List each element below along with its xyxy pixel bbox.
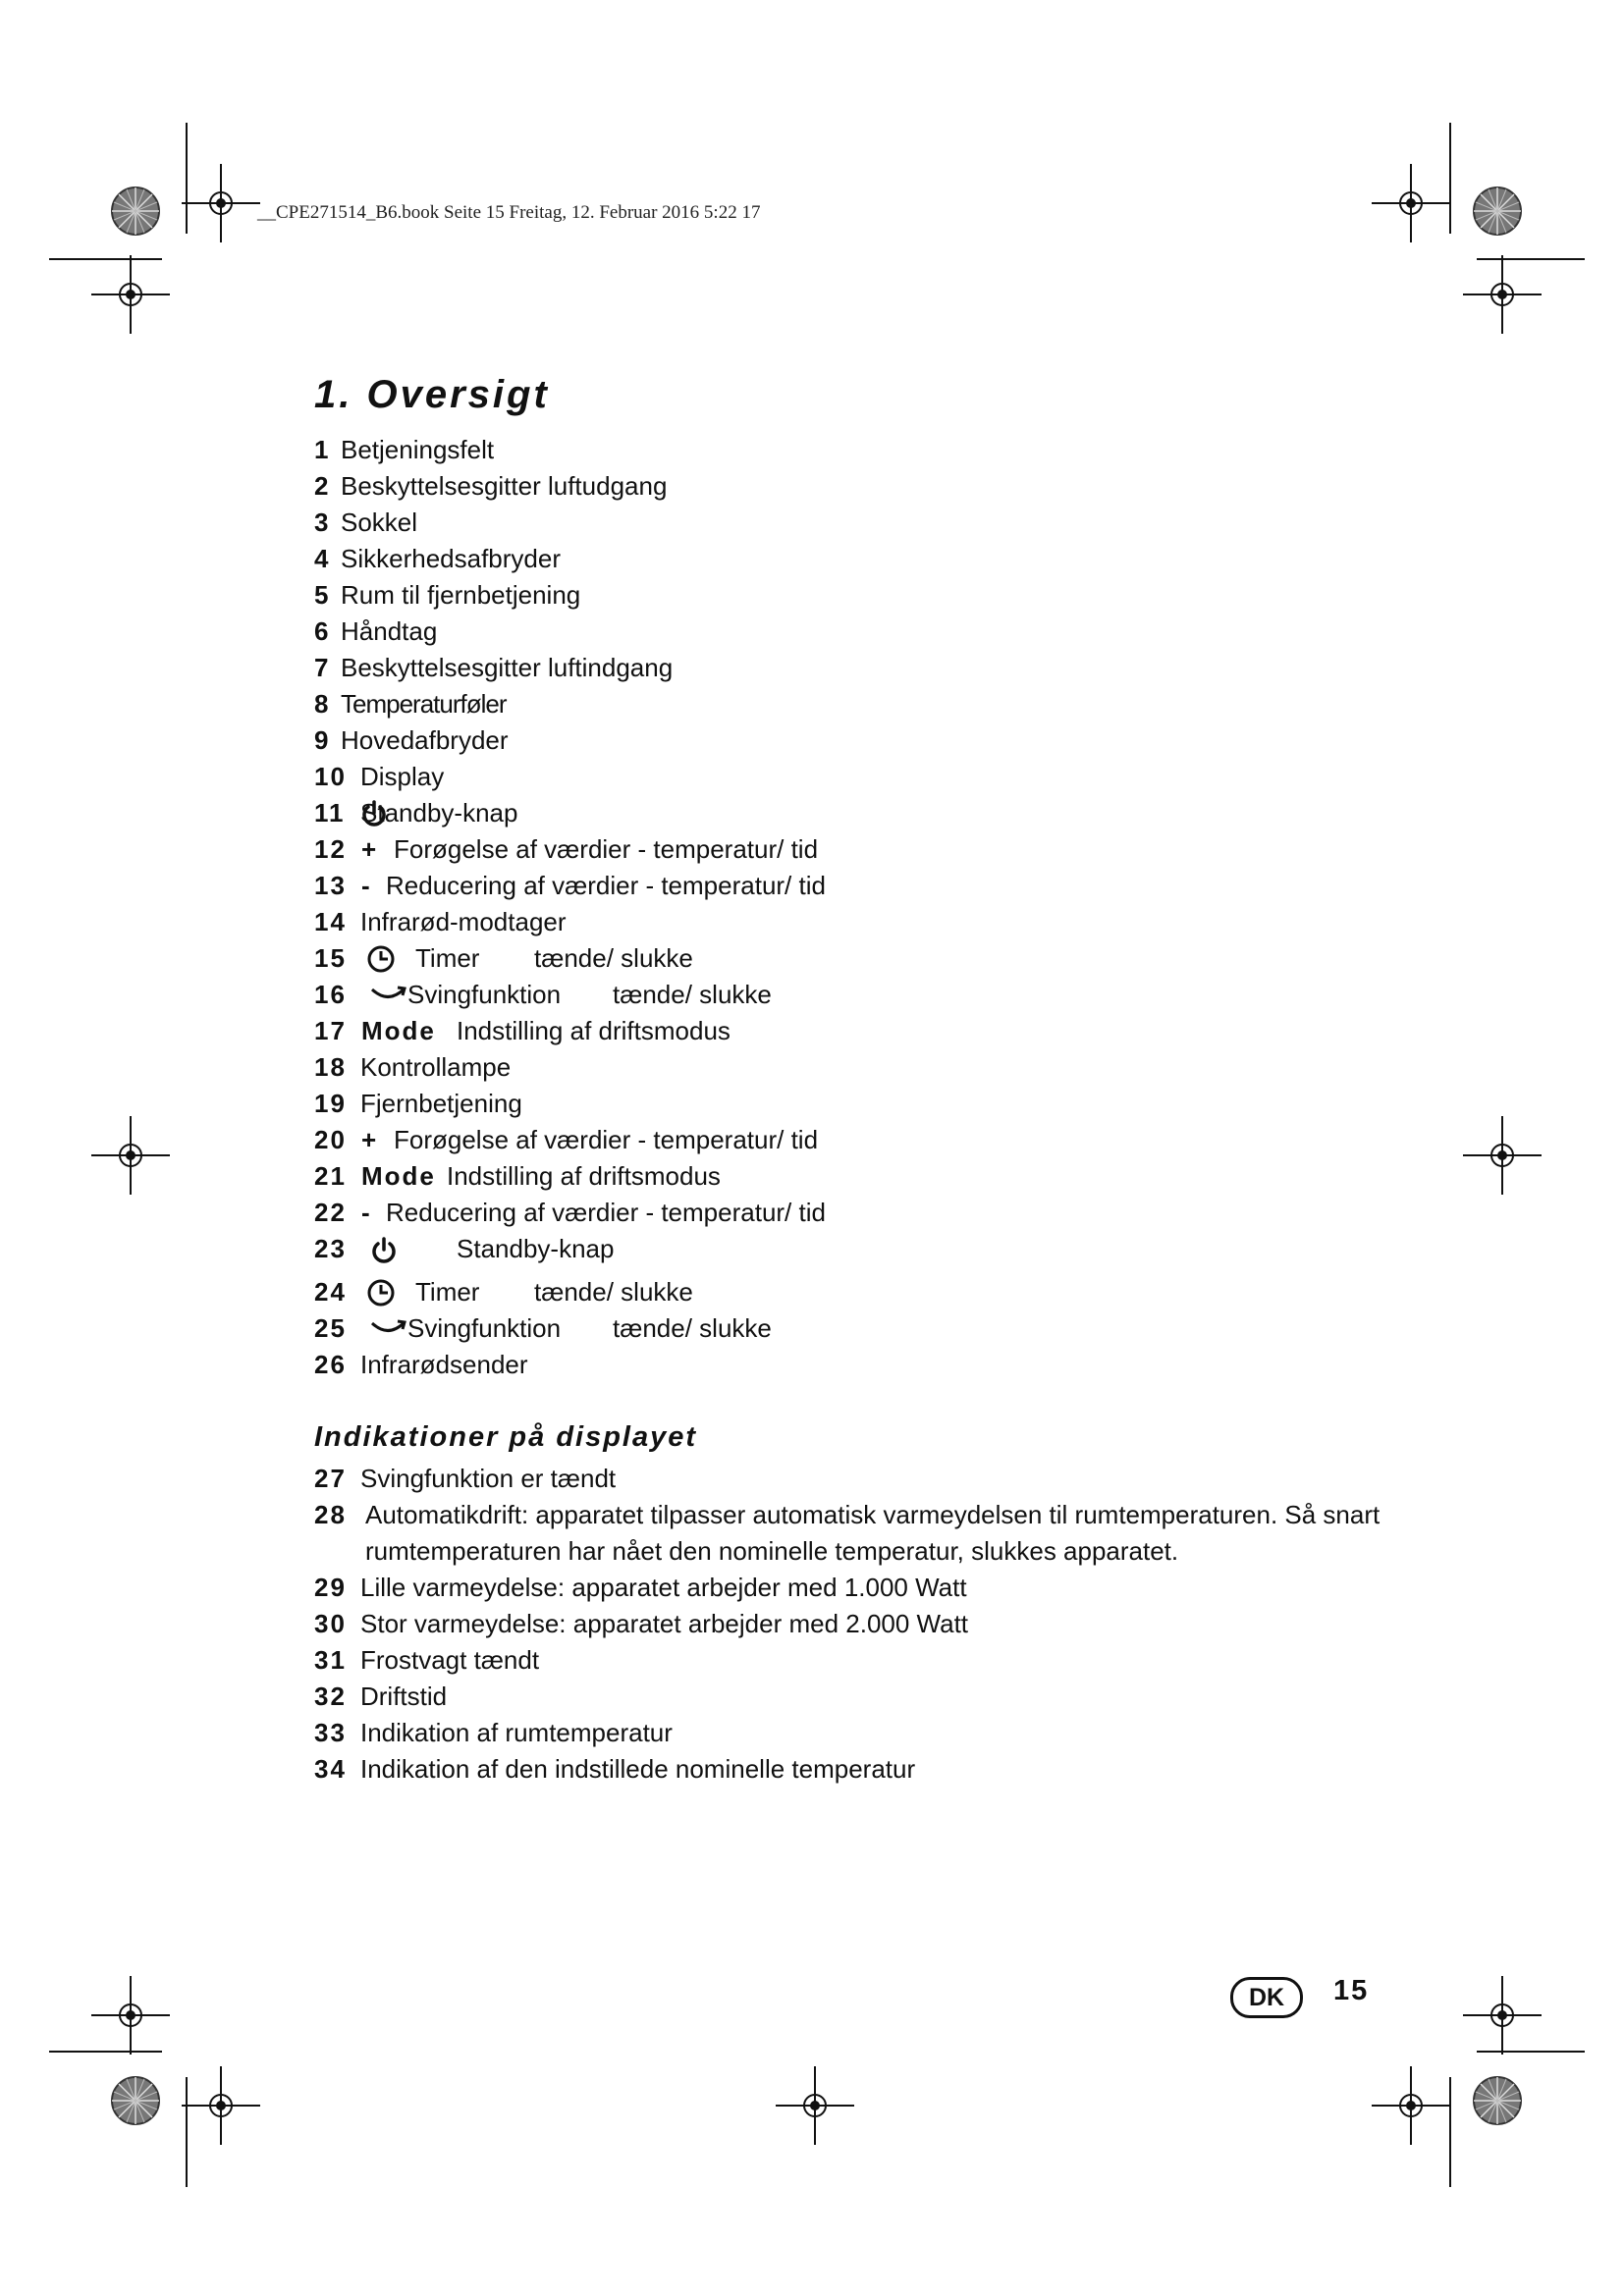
list-item: [314, 1122, 1375, 1158]
list-item: [314, 577, 1375, 614]
item-text: Forøgelse af værdier - temperatur/ tid: [394, 834, 819, 864]
list-item: [314, 468, 1375, 505]
item-text: Reducering af værdier - temperatur/ tid: [386, 1198, 826, 1227]
item-text: Betjeningsfelt: [341, 435, 495, 464]
item-number: 3: [314, 507, 331, 537]
list-item: [314, 1158, 1375, 1195]
list-item: [314, 1274, 1375, 1310]
mode-symbol: Mode: [361, 1161, 436, 1191]
list-item: [314, 940, 1375, 977]
timer-icon: [366, 1278, 400, 1304]
list-item: [314, 1461, 1375, 1497]
item-number: 26: [314, 1350, 347, 1379]
item-action: tænde/ slukke: [534, 1277, 693, 1307]
timer-icon: [366, 944, 400, 970]
item-text: Håndtag: [341, 616, 438, 646]
item-number: 28: [314, 1500, 347, 1529]
item-text: Kontrollampe: [360, 1052, 512, 1082]
language-badge: DK: [1230, 1977, 1303, 2018]
list-item: [314, 686, 1375, 722]
item-number: 15: [314, 943, 347, 973]
item-number: 32: [314, 1682, 347, 1711]
item-number: 9: [314, 725, 331, 755]
plus-symbol: +: [361, 1125, 377, 1154]
item-number: 34: [314, 1754, 347, 1784]
list-item: [314, 722, 1375, 759]
list-item: [314, 541, 1375, 577]
item-text: Sikkerhedsafbryder: [341, 544, 561, 573]
item-text: Svingfunktion: [407, 980, 562, 1009]
item-number: 2: [314, 471, 331, 501]
item-number: 30: [314, 1609, 347, 1638]
item-number: 10: [314, 762, 347, 791]
list-item: [314, 868, 1375, 904]
item-number: 23: [314, 1234, 347, 1263]
list-item: [314, 650, 1375, 686]
item-number: 4: [314, 544, 331, 573]
item-number: 8: [314, 689, 331, 719]
item-text: Beskyttelsesgitter luftudgang: [341, 471, 668, 501]
item-number: 16: [314, 980, 347, 1009]
item-number: 5: [314, 580, 331, 610]
list-item: [314, 505, 1375, 541]
item-text: Forøgelse af værdier - temperatur/ tid: [394, 1125, 819, 1154]
item-number: 6: [314, 616, 331, 646]
item-text: Beskyttelsesgitter luftindgang: [341, 653, 674, 682]
list-item: [314, 1606, 1375, 1642]
item-number: 11: [314, 798, 346, 828]
item-text: Sokkel: [341, 507, 418, 537]
item-number: 13: [314, 871, 347, 900]
list-item: [314, 1751, 1375, 1788]
item-action: tænde/ slukke: [613, 980, 772, 1009]
item-text: Fjernbetjening: [360, 1089, 522, 1118]
item-text: Indikation af den indstillede nominelle temperatur: [360, 1754, 916, 1784]
list-item: [314, 831, 1375, 868]
item-text: Driftstid: [360, 1682, 448, 1711]
list-item: [314, 432, 1375, 468]
item-text: Stor varmeydelse: apparatet arbejder med 2.000 Watt: [360, 1609, 969, 1638]
item-number: 21: [314, 1161, 347, 1191]
item-text: Standby-knap: [457, 1234, 615, 1263]
mode-symbol: Mode: [361, 1016, 436, 1045]
item-action: tænde/ slukke: [613, 1313, 772, 1343]
page-title: 1. Oversigt: [314, 373, 550, 416]
item-text: Display: [360, 762, 445, 791]
item-text: Rum til fjernbetjening: [341, 580, 581, 610]
item-text: Lille varmeydelse: apparatet arbejder med 1.000 Watt: [360, 1573, 967, 1602]
item-text: Temperaturføler: [341, 689, 507, 719]
list-item: [314, 1049, 1375, 1086]
overview-list: [314, 432, 1375, 1383]
item-number: 17: [314, 1016, 347, 1045]
item-number: 25: [314, 1313, 347, 1343]
item-number: 33: [314, 1718, 347, 1747]
item-text: Indikation af rumtemperatur: [360, 1718, 673, 1747]
section-title: Indikationer på displayet: [314, 1421, 698, 1453]
swing-icon: [368, 985, 402, 1010]
item-text: Timer: [415, 943, 480, 973]
item-number: 24: [314, 1277, 347, 1307]
item-text: Indstilling af driftsmodus: [457, 1016, 731, 1045]
item-number: 18: [314, 1052, 347, 1082]
item-number: 29: [314, 1573, 347, 1602]
list-item: [314, 1310, 1375, 1347]
item-text: Infrarødsender: [360, 1350, 528, 1379]
list-item: [314, 795, 1375, 831]
item-number: 31: [314, 1645, 347, 1675]
item-text: Hovedafbryder: [341, 725, 509, 755]
item-number: 22: [314, 1198, 347, 1227]
item-text: Infrarød-modtager: [360, 907, 567, 936]
item-text: Svingfunktion er tændt: [360, 1464, 617, 1493]
item-text: Timer: [415, 1277, 480, 1307]
list-item: [314, 1086, 1375, 1122]
item-number: 7: [314, 653, 331, 682]
item-number: 1: [314, 435, 331, 464]
item-number: 27: [314, 1464, 347, 1493]
list-item: [314, 1642, 1375, 1679]
print-header: __CPE271514_B6.book Seite 15 Freitag, 12. Februar 2016 5:22 17: [257, 202, 761, 223]
list-item: [314, 1715, 1375, 1751]
list-item: [314, 1497, 1380, 1570]
plus-symbol: +: [361, 834, 377, 864]
list-item: [314, 614, 1375, 650]
item-text: Indstilling af driftsmodus: [447, 1161, 721, 1191]
power-icon: [369, 1236, 403, 1261]
minus-symbol: -: [361, 1198, 370, 1227]
item-number: 12: [314, 834, 347, 864]
list-item: [314, 1195, 1375, 1231]
list-item: [314, 977, 1375, 1013]
list-item: [314, 1347, 1375, 1383]
item-number: 20: [314, 1125, 347, 1154]
list-item: [314, 759, 1375, 795]
item-number: 19: [314, 1089, 347, 1118]
item-text: Frostvagt tændt: [360, 1645, 540, 1675]
swing-icon: [368, 1318, 402, 1344]
page-number: 15: [1333, 1975, 1370, 2006]
item-action: tænde/ slukke: [534, 943, 693, 973]
item-text: Automatikdrift: apparatet tilpasser automatisk varmeydelsen til rumtemperaturen. Så snart rumtemperaturen har nået den nominelle temperatur, slukkes apparatet.: [365, 1500, 1380, 1566]
minus-symbol: -: [361, 871, 370, 900]
list-item: [314, 1570, 1375, 1606]
list-item: [314, 904, 1375, 940]
item-text: Reducering af værdier - temperatur/ tid: [386, 871, 826, 900]
list-item: [314, 1679, 1375, 1715]
list-item: [314, 1013, 1375, 1049]
list-item: [314, 1231, 1375, 1274]
display-indications-list: [314, 1461, 1380, 1788]
item-text: Svingfunktion: [407, 1313, 562, 1343]
item-number: 14: [314, 907, 347, 936]
item-text: Standby-knap: [360, 798, 518, 828]
